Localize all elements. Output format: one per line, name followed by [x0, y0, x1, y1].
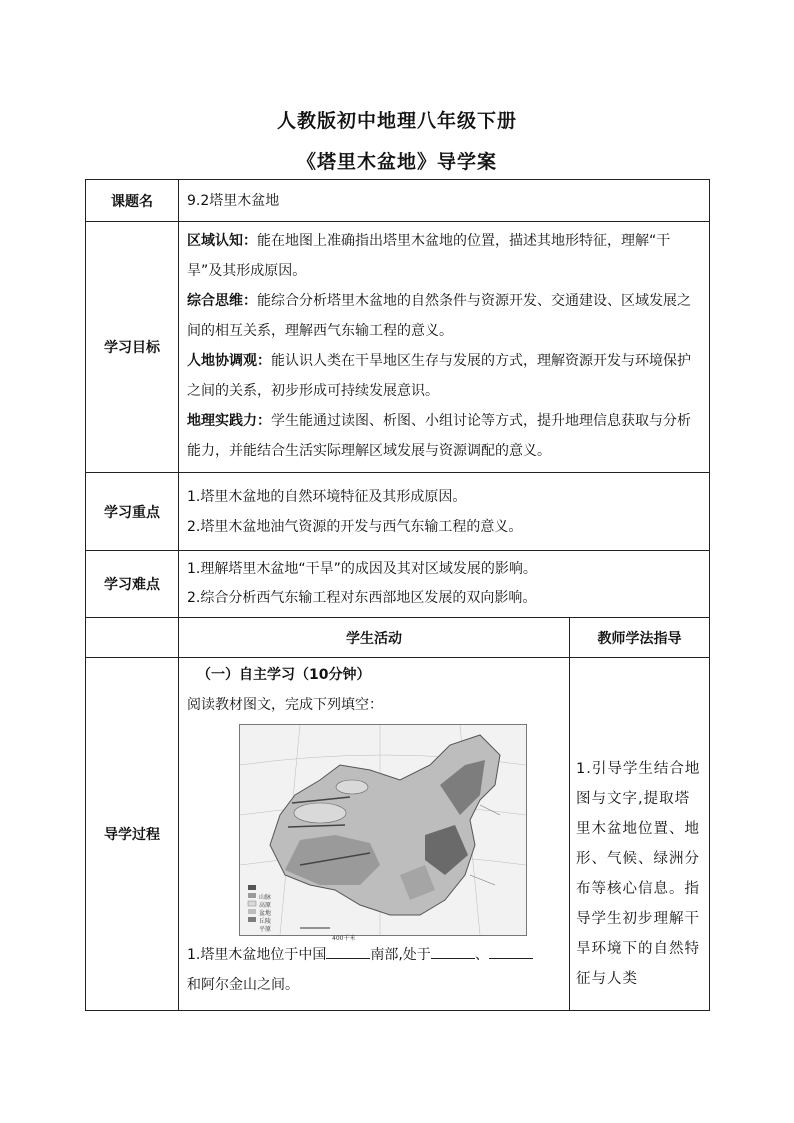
goal-item: 综合思维：能综合分析塔里木盆地的自然条件与资源开发、交通建设、区域发展之间的相互关系，理解西气东输工程的意义。: [187, 293, 691, 339]
key-points-content: [179, 473, 710, 551]
topic-value: [179, 180, 710, 222]
teacher-guide-header: 教师学法指导: [570, 618, 710, 658]
goal-item: 地理实践力：学生能通过读图、析图、小组讨论等方式，提升地理信息获取与分析能力，并能结合生活实际理解区域发展与资源调配的意义。: [187, 413, 691, 459]
goal-item: 区域认知：能在地图上准确指出塔里木盆地的位置，描述其地形特征，理解“干旱”及其形成原因。: [187, 233, 671, 279]
goal-item: 人地协调观：能认识人类在干旱地区生存与发展的方式，理解资源开发与环境保护之间的关系，初步形成可持续发展意识。: [187, 353, 691, 399]
legend-hill: 丘陵: [259, 918, 272, 925]
legend-plateau: 高原: [259, 902, 272, 909]
legend-basin: 盆地: [259, 910, 272, 917]
question-1: 1.塔里木盆地位于中国 南部,处于 、: [187, 940, 561, 970]
lesson-plan-table: [85, 179, 710, 1011]
document-title: 人教版初中地理八年级下册: [276, 110, 517, 132]
topic-text: 9.2塔里木盆地: [187, 192, 280, 209]
answer-blank[interactable]: [489, 944, 533, 959]
answer-blank[interactable]: [431, 944, 475, 959]
empty-header-cell: [86, 618, 179, 658]
goals-label: 学习目标: [86, 222, 179, 473]
china-terrain-map: [239, 724, 527, 942]
section-title: （一）自主学习（10分钟）: [197, 667, 371, 683]
student-activity-header: 学生活动: [179, 618, 570, 658]
goals-content: [179, 222, 710, 473]
instruction-text: 阅读教材图文，完成下列填空：: [187, 697, 383, 713]
difficulties-content: [179, 551, 710, 618]
topic-label: 课题名: [86, 180, 179, 222]
key-point-item: 1.塔里木盆地的自然环境特征及其形成原因。: [187, 488, 467, 505]
question-1-continued: 和阿尔金山之间。: [187, 977, 299, 993]
teacher-guide-content: 1.引导学生结合地图与文字,提取塔里木盆地位置、地形、气候、绿洲分布等核心信息。指导学生初步理解干旱环境下的自然特征与人类: [570, 658, 710, 1011]
legend-mountain: 山脉: [259, 894, 272, 901]
legend-plain: 平原: [259, 926, 272, 933]
key-point-item: 2.塔里木盆地油气资源的开发与西气东输工程的意义。: [187, 518, 523, 535]
document-subtitle: 《塔里木盆地》导学案: [296, 151, 497, 173]
key-points-label: 学习重点: [86, 473, 179, 551]
difficulty-item: 1.理解塔里木盆地“干旱”的成因及其对区域发展的影响。: [187, 561, 537, 577]
process-label: 导学过程: [86, 658, 179, 1011]
difficulty-item: 2.综合分析西气东输工程对东西部地区发展的双向影响。: [187, 590, 537, 606]
china-map-graphic: [240, 725, 526, 935]
map-scale: 400千米: [332, 935, 356, 942]
student-activity-content: [179, 658, 570, 1011]
difficulties-label: 学习难点: [86, 551, 179, 618]
